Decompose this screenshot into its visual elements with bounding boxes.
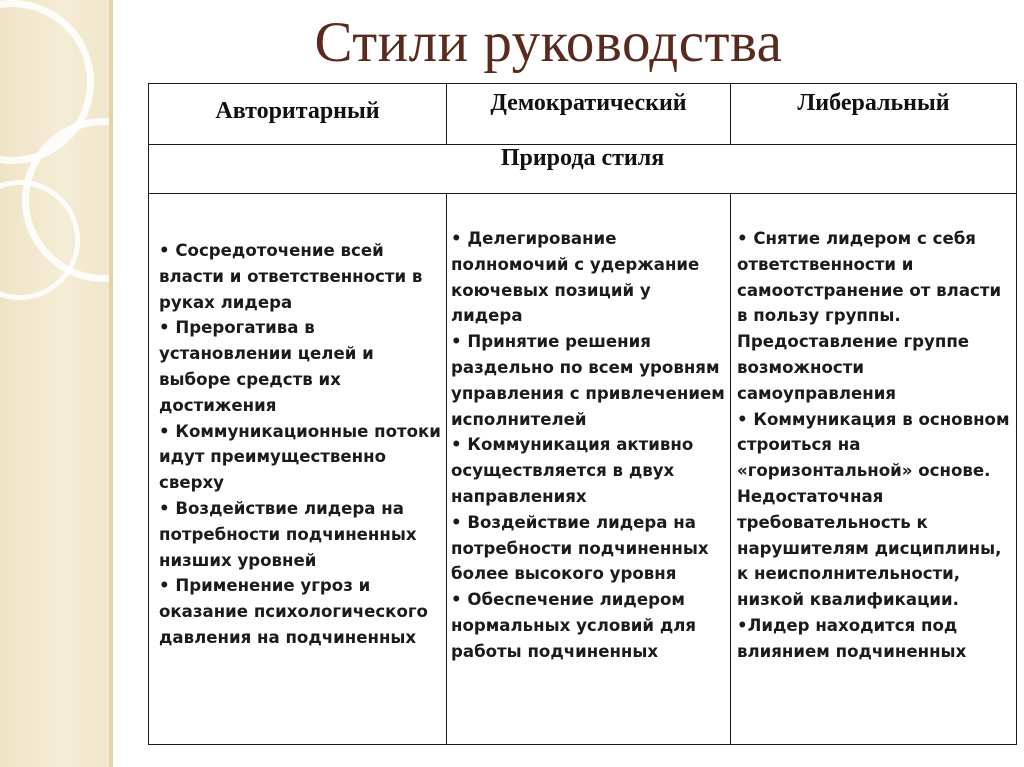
list-item: • Коммуникационные потоки идут преимущественно сверху: [159, 421, 441, 493]
header-liberal: Либеральный: [731, 84, 1017, 145]
header-democratic: Демократический: [447, 84, 731, 145]
header-authoritarian: Авторитарный: [149, 84, 447, 145]
content-row: [149, 194, 1017, 745]
cell-liberal: [731, 194, 1017, 745]
header-row: [149, 84, 1017, 145]
list-item: • Принятие решения раздельно по всем уровням управления с привлечением исполнителей: [451, 332, 725, 429]
strip-edge: [109, 0, 113, 767]
list-item: • Коммуникация активно осуществляется в двух направлениях: [451, 435, 694, 506]
leadership-styles-table: [148, 83, 1017, 745]
list-item: • Применение угроз и оказание психологического давления на подчиненных: [159, 576, 428, 647]
list-item: • Воздействие лидера на потребности подчиненных более высокого уровня: [451, 512, 709, 584]
section-row: [149, 145, 1017, 194]
decorative-side-strip: [0, 0, 113, 767]
section-title: Природа стиля: [149, 145, 1017, 194]
list-item: • Сосредоточение всей власти и ответственности в руках лидера: [159, 241, 423, 312]
list-item: • Делегирование полномочий с удержание коючевых позиций у лидера: [451, 229, 700, 326]
list-item: • Прерогатива в установлении целей и выборе средств их достижения: [159, 318, 374, 415]
list-item: • Снятие лидером с себя ответственности и самоотстранение от власти в пользу группы. Предоставление группе возможности самоуправления: [737, 229, 1002, 403]
list-item: • Обеспечение лидером нормальных условий для работы подчиненных: [451, 590, 697, 661]
list-item: • Воздействие лидера на потребности подчиненных низших уровней: [159, 498, 417, 570]
cell-democratic: [447, 194, 731, 745]
cell-authoritarian: [149, 194, 447, 745]
list-item: •Лидер находится под влиянием подчиненных: [737, 615, 967, 661]
list-item: • Коммуникация в основном строиться на «горизонтальной» основе. Недостаточная требовательность к нарушителям дисциплины, к неисполнительности, низкой квалификации.: [737, 409, 1010, 610]
slide-title: Стили руководства: [314, 11, 783, 74]
